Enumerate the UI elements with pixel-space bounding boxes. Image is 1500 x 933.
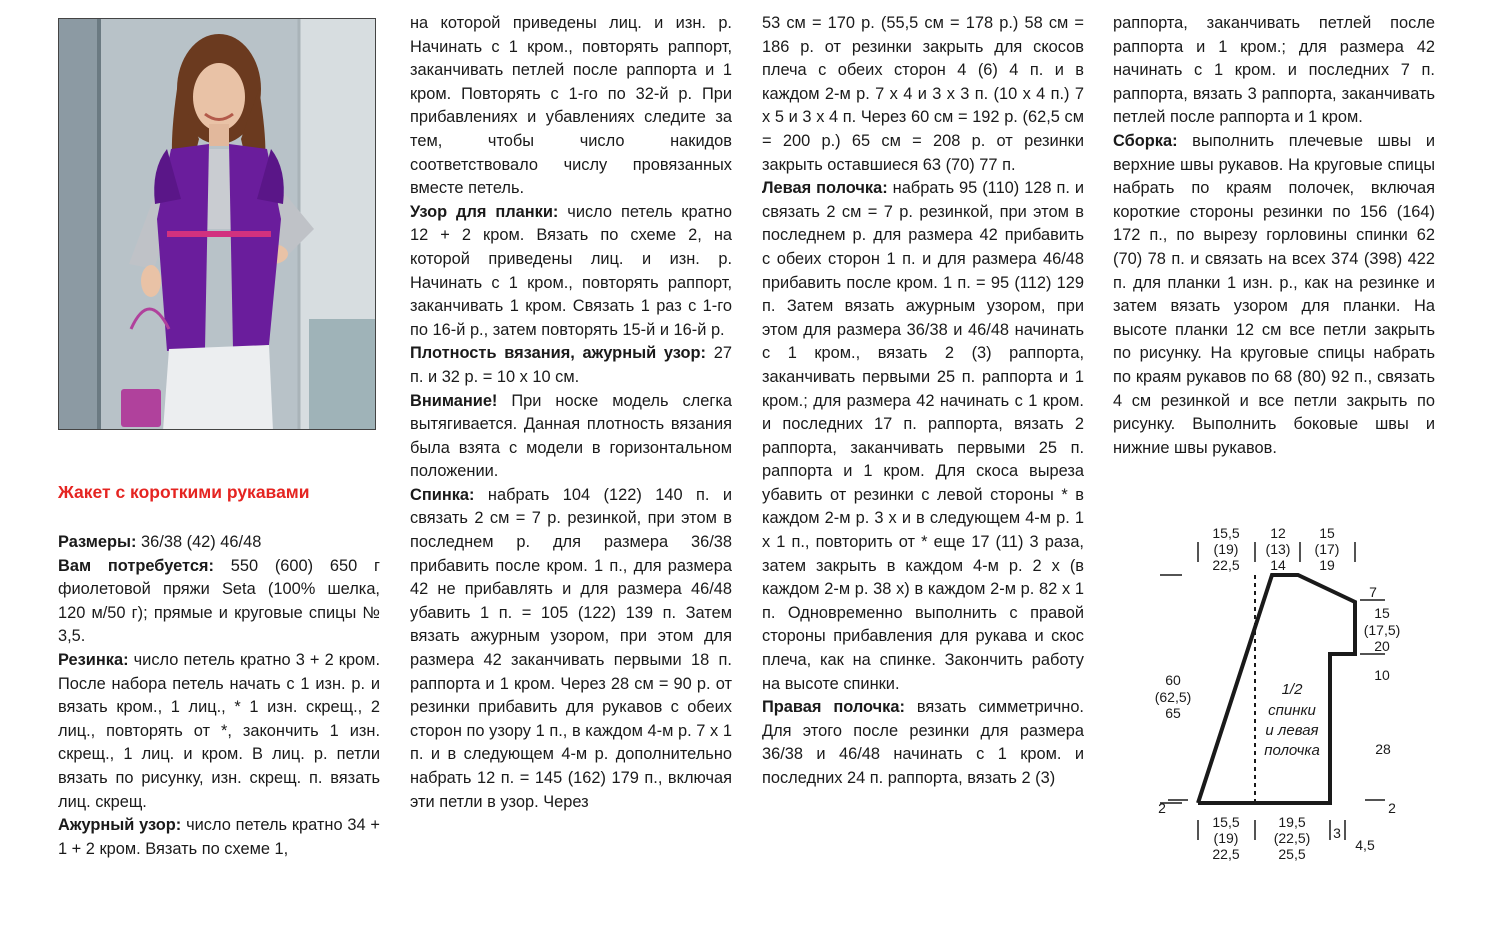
paragraph <box>58 531 380 555</box>
paragraph-text: на которой приведены лиц. и изн. р. Начинать с 1 кром., повторять раппорт, заканчивать петлей после раппорта и 1 кром. Повторять с 1-го по 32-й р. При прибавлениях и убавлениях следите за тем, чтобы число накидов соответствовало числу провязанных вместе петель. <box>410 14 732 198</box>
dim-height-1: 60 <box>1165 672 1181 688</box>
paragraph <box>410 12 732 201</box>
paragraph <box>762 696 1084 790</box>
paragraph-text: число петель кратно 12 + 2 кром. Вязать по схеме 2, на которой приведены лиц. и изн. р. Начинать с 1 кром., повторять раппорт, заканчивать 1 кром. Связать 1 раз с 1-го по 16-й р., затем повторять 15-й и 16-й р. <box>410 202 732 339</box>
dim-right-7: 7 <box>1369 584 1377 600</box>
dim-top-right-3: 19 <box>1319 557 1335 573</box>
dim-bottom-3: 3 <box>1333 825 1341 841</box>
dim-top-left-1: 15,5 <box>1212 525 1240 541</box>
paragraph-text: раппорта, заканчивать петлей после раппорта и 1 кром.; для размера 42 начинать с 1 кром. и последних 7 п. раппорта, вязать 3 раппорта, заканчивать петлей после раппорта и 1 кром. <box>1113 14 1435 127</box>
half-back-outline <box>1198 575 1355 803</box>
dim-bottom-left-3: 22,5 <box>1212 846 1240 862</box>
paragraph-heading: Вам потребуется: <box>58 556 214 575</box>
paragraph-text: 27 п. и 32 р. = 10 х 10 см. <box>410 344 732 386</box>
dim-height-3: 65 <box>1165 705 1181 721</box>
dim-top-mid-2: (13) <box>1265 541 1291 557</box>
paragraph-text: выполнить плечевые швы и верхние швы рукавов. На круговые спицы набрать по краям полочек, включая короткие стороны резинки по 156 (164) 172 п., по вырезу горловины спинки 62 (70) 78 п. и связать на всех 374 (398) 422 п. для планки 1 изн. р., как на резинке и затем вязать узором для планки. На высоте планки 12 см все петли закрыть по рисунку. На круговые спицы набрать по краям рукавов по 68 (80) 92 п., связать 4 см резинкой и все петли закрыть по рисунку. Выполнить боковые швы и нижние швы рукавов. <box>1113 131 1435 457</box>
paragraph <box>58 555 380 649</box>
paragraph <box>762 12 1084 177</box>
paragraph-heading: Резинка: <box>58 650 129 669</box>
paragraph-heading: Спинка: <box>410 485 475 504</box>
paragraph-heading: Сборка: <box>1113 131 1178 150</box>
pattern-schematic <box>1140 520 1480 865</box>
dim-bottom-left-2: (19) <box>1213 830 1239 846</box>
dim-right-10: 10 <box>1374 667 1390 683</box>
paragraph-text: набрать 95 (110) 128 п. и связать 2 см = 7 р. резинкой, при этом в последнем р. для размера 42 прибавить с обеих сторон 1 п. и для размера 46/48 прибавить после кром. 1 п. = 95 (112) 129 п. Затем вязать ажурным узором, при этом для размера 36/38 и 46/48 начинать с 1 кром., вязать 2 (3) раппорта, заканчивать первыми 25 п. раппорта и 1 кром.; для размера 42 начинать с 1 кром. и последних 17 п. раппорта, вязать 2 раппорта, заканчивать первыми 25 п. раппорта и 1 кром. Для скоса выреза убавить от резинки с левой стороны * в каждом 2-м р. 3 х и в следующем 4-м р. 1 х 1 п., повторить от * еще 17 (11) 3 раза, затем закрыть в каждом 4-м р. 2 х (в каждом 2-м р. 38 х) в каждом 2-м р. 82 х 1 п. Одновременно выполнить с правой стороны прибавления для рукава и скос плеча, как на спинке. Закончить работу на высоте спинки. <box>762 179 1084 693</box>
paragraph <box>410 390 732 484</box>
dim-top-left-3: 22,5 <box>1212 557 1240 573</box>
dim-top-mid-1: 12 <box>1270 525 1286 541</box>
paragraph-heading: Левая полочка: <box>762 179 888 198</box>
paragraph-text: 36/38 (42) 46/48 <box>136 533 262 551</box>
paragraph <box>410 484 732 814</box>
dim-height-2: (62,5) <box>1154 689 1192 705</box>
paragraph <box>1113 12 1435 130</box>
dim-top-right-1: 15 <box>1319 525 1335 541</box>
paragraph-text: вязать симметрично. Для этого после резинки для размера 36/38 и 46/48 начинать с 1 кром. и последних 24 п. раппорта, вязать 2 (3) <box>762 698 1084 787</box>
edge-2-left: 2 <box>1158 800 1166 816</box>
dim-top-mid-3: 14 <box>1270 557 1286 573</box>
dim-right-15-1: 15 <box>1374 605 1390 621</box>
paragraph-text: 53 см = 170 р. (55,5 см = 178 р.) 58 см = 186 р. от резинки закрыть для скосов плеча с обеих сторон 4 (6) 4 п. и в каждом 2-м р. 7 х 4 и 3 х 3 п. (10 х 4 п.) 7 х 5 и 3 х 4 п. Через 60 см = 192 р. (62,5 см = 200 р.) 65 см = 208 р. от резинки закрыть оставшиеся 63 (70) 77 п. <box>762 14 1084 174</box>
paragraph <box>410 201 732 343</box>
text-column-1 <box>58 531 380 861</box>
text-column-2 <box>410 12 732 814</box>
paragraph <box>762 177 1084 696</box>
dim-bottom-mid-2: (22,5) <box>1273 830 1311 846</box>
paragraph <box>58 814 380 861</box>
paragraph-heading: Плотность вязания, ажурный узор: <box>410 344 707 363</box>
dim-bottom-mid-3: 25,5 <box>1278 846 1306 862</box>
piece-label-3: и левая <box>1265 722 1319 739</box>
paragraph <box>1113 130 1435 460</box>
paragraph-text: число петель кратно 34 + 1 + 2 кром. Вязать по схеме 1, <box>58 816 380 858</box>
paragraph-heading: Узор для планки: <box>410 202 559 221</box>
dim-bottom-mid-1: 19,5 <box>1278 814 1306 830</box>
paragraph-heading: Размеры: <box>58 533 137 551</box>
paragraph-text: набрать 104 (122) 140 п. и связать 2 см = 7 р. резинкой, при этом в последнем р. для размера 36/38 прибавить после кром. 1 п., для размера 42 не прибавлять и для размера 46/48 убавить 1 п. = 105 (122) 139 п. Затем вязать ажурным узором, при этом для размера 42 заканчивать первыми 18 п. раппорта и 1 кром. Через 28 см = 90 р. от резинки прибавить для рукавов с обеих сторон по узору 1 п., в каждом 4-м р. 7 х 1 п. и в следующем 4-м р. дополнительно набрать 12 п. = 145 (162) 179 п., включая эти петли в узор. Через <box>410 485 732 811</box>
article-title: Жакет с короткими рукавами <box>58 482 310 502</box>
text-column-3 <box>762 12 1084 791</box>
piece-label-1: 1/2 <box>1281 681 1303 698</box>
paragraph-heading: Ажурный узор: <box>58 816 182 835</box>
paragraph-heading: Внимание! <box>410 391 498 410</box>
dim-bottom-left-1: 15,5 <box>1212 814 1240 830</box>
dim-bottom-4-5: 4,5 <box>1355 837 1375 853</box>
dim-right-15-2: (17,5) <box>1363 622 1401 638</box>
dim-right-28: 28 <box>1375 741 1391 757</box>
piece-label-4: полочка <box>1264 742 1320 759</box>
piece-label-2: спинки <box>1268 702 1316 719</box>
edge-2-right: 2 <box>1388 800 1396 816</box>
dim-top-right-2: (17) <box>1314 541 1340 557</box>
paragraph <box>410 342 732 389</box>
paragraph-text: При носке модель слегка вытягивается. Данная плотность вязания была взята с модели в горизонтальном положении. <box>410 391 732 481</box>
dim-top-left-2: (19) <box>1213 541 1239 557</box>
model-photo <box>58 18 376 430</box>
paragraph <box>58 649 380 814</box>
dim-right-15-3: 20 <box>1374 638 1390 654</box>
text-column-4 <box>1113 12 1435 460</box>
paragraph-text: число петель кратно 3 + 2 кром. После набора петель начать с 1 изн. р. и вязать кром., 1 лиц., * 1 изн. скрещ., 2 лиц., повторять от *, закончить 1 изн. скрещ., 1 лиц. и кром. В лиц. р. петли вязать по рисунку, изн. скрещ. п. вязать лиц. скрещ. <box>58 650 380 811</box>
paragraph-text: 550 (600) 650 г фиолетовой пряжи Seta (100% шелка, 120 м/50 г); прямые и круговые спицы № 3,5. <box>58 556 380 646</box>
paragraph-heading: Правая полочка: <box>762 698 905 717</box>
